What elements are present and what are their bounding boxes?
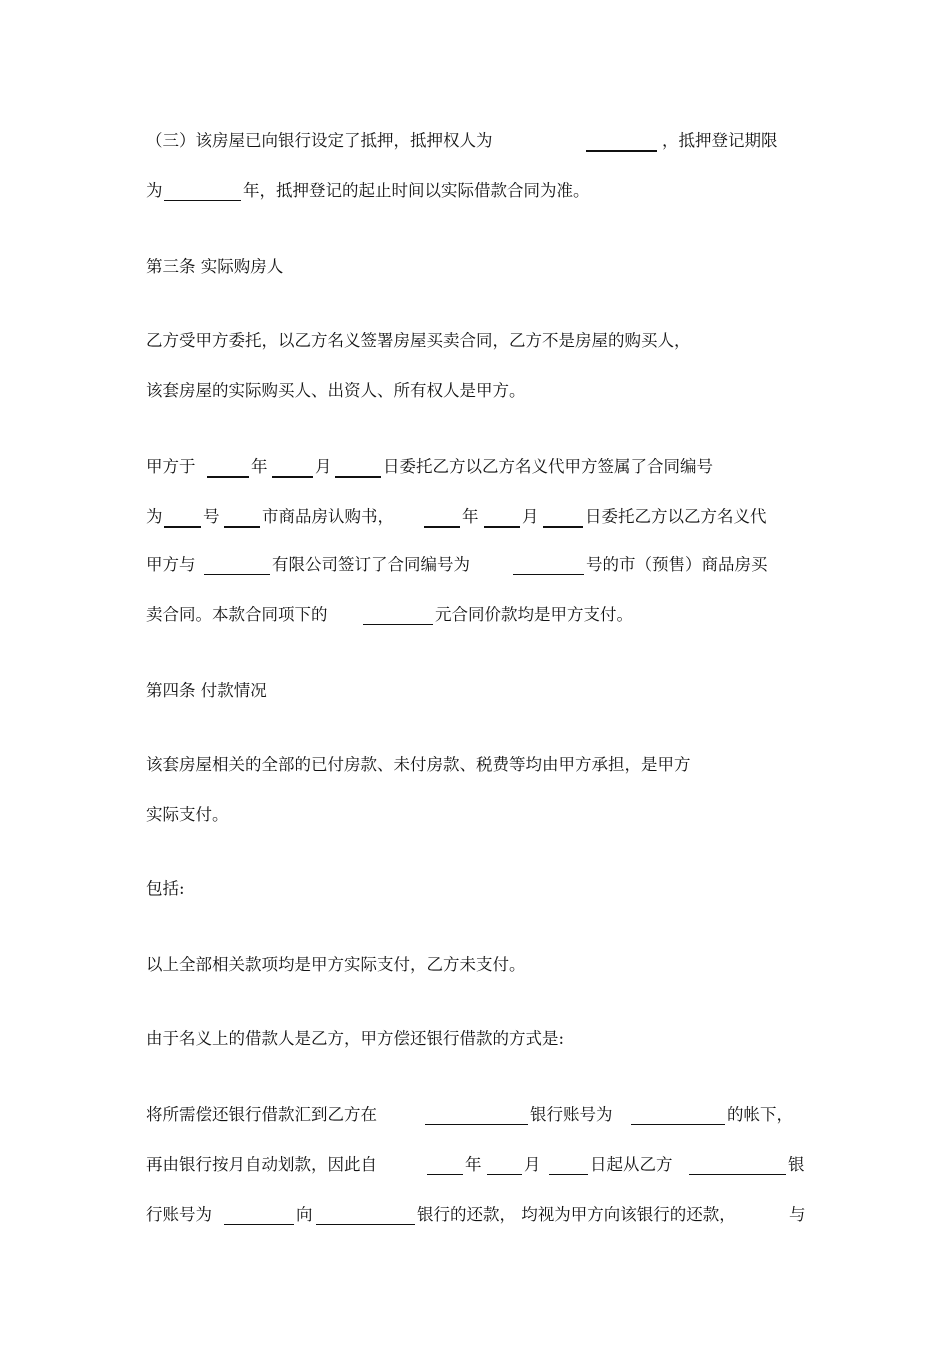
blank-day bbox=[549, 1174, 588, 1175]
blank-number bbox=[224, 526, 260, 528]
article-4-para-4-text: 银 bbox=[788, 1155, 805, 1174]
article-4-para-4-text: 再由银行按月自动划款，因此自 bbox=[146, 1155, 377, 1174]
article-3-para-2-text: 甲方于 bbox=[146, 457, 196, 476]
blank-year bbox=[427, 1174, 463, 1175]
article-3-para-2-text: 月 bbox=[522, 507, 539, 526]
article-4-para-4-text: 日起从乙方 bbox=[590, 1155, 673, 1174]
blank-year bbox=[424, 526, 460, 528]
article-4-para-4-text: 行账号为 bbox=[146, 1205, 212, 1224]
blank-year bbox=[207, 476, 249, 478]
article-4-para-4-text: 与 bbox=[789, 1205, 806, 1224]
blank-day bbox=[335, 476, 381, 478]
blank-company-name bbox=[204, 574, 270, 575]
blank-month bbox=[272, 476, 313, 478]
clause-mortgage-line-1-tail: ，抵押登记期限 bbox=[662, 131, 778, 150]
article-4-para-4-text: 年 bbox=[465, 1155, 482, 1174]
blank-contract-number bbox=[164, 526, 201, 528]
article-4-para-3: 由于名义上的借款人是乙方，甲方偿还银行借款的方式是: bbox=[146, 1029, 565, 1048]
blank-mortgage-term bbox=[164, 200, 241, 201]
clause-mortgage-line-1: （三）该房屋已向银行设定了抵押，抵押权人为 bbox=[146, 131, 493, 150]
clause-mortgage-line-2: 年，抵押登记的起止时间以实际借款合同为准。 bbox=[243, 181, 590, 200]
article-3-para-2-text: 年 bbox=[462, 507, 479, 526]
blank-mortgagee bbox=[586, 150, 657, 152]
article-4-includes-label: 包括: bbox=[146, 879, 185, 898]
article-4-para-4-text: 银行账号为 bbox=[530, 1105, 613, 1124]
article-3-para-1-line-1: 乙方受甲方委托，以乙方名义签署房屋买卖合同，乙方不是房屋的购买人， bbox=[146, 331, 691, 350]
blank-bank-name bbox=[316, 1224, 415, 1225]
article-3-para-1-line-2: 该套房屋的实际购买人、出资人、所有权人是甲方。 bbox=[146, 381, 526, 400]
article-3-para-2-text: 月 bbox=[315, 457, 332, 476]
article-3-para-2-text: 年 bbox=[251, 457, 268, 476]
clause-mortgage-line-2-head: 为 bbox=[146, 181, 163, 200]
article-3-para-2-text: 号的市（预售）商品房买 bbox=[586, 555, 768, 574]
article-4-para-2: 以上全部相关款项均是甲方实际支付，乙方未支付。 bbox=[146, 955, 526, 974]
article-3-para-2-text: 市商品房认购书， bbox=[262, 507, 394, 526]
blank-month bbox=[487, 1174, 522, 1175]
article-3-para-2-text: 有限公司签订了合同编号为 bbox=[272, 555, 470, 574]
article-3-para-2-text: 为 bbox=[146, 507, 163, 526]
article-4-heading: 第四条 付款情况 bbox=[146, 681, 267, 700]
article-3-para-2-text: 日委托乙方以乙方名义代甲方签属了合同编号 bbox=[383, 457, 713, 476]
blank-bank-name bbox=[689, 1174, 786, 1175]
blank-contract-number bbox=[513, 574, 584, 575]
blank-bank-name bbox=[425, 1124, 528, 1125]
blank-amount bbox=[363, 624, 433, 625]
article-4-para-4-text: 月 bbox=[524, 1155, 541, 1174]
blank-account-number bbox=[631, 1124, 725, 1125]
blank-month bbox=[484, 526, 520, 528]
article-3-para-2-text: 日委托乙方以乙方名义代 bbox=[585, 507, 767, 526]
article-4-para-4-text: 将所需偿还银行借款汇到乙方在 bbox=[146, 1105, 377, 1124]
blank-day bbox=[543, 526, 583, 528]
article-4-para-1-line-2: 实际支付。 bbox=[146, 805, 229, 824]
article-3-para-2-text: 甲方与 bbox=[146, 555, 196, 574]
article-3-para-2-text: 号 bbox=[203, 507, 220, 526]
article-3-para-2-text: 元合同价款均是甲方支付。 bbox=[435, 605, 633, 624]
article-4-para-4-text: 银行的还款， 均视为甲方向该银行的还款， bbox=[417, 1205, 736, 1224]
article-4-para-4-text: 向 bbox=[296, 1205, 313, 1224]
article-3-para-2-text: 卖合同。本款合同项下的 bbox=[146, 605, 328, 624]
blank-account-number bbox=[224, 1224, 294, 1225]
article-4-para-4-text: 的帐下， bbox=[727, 1105, 793, 1124]
article-4-para-1-line-1: 该套房屋相关的全部的已付房款、未付房款、税费等均由甲方承担，是甲方 bbox=[146, 755, 691, 774]
article-3-heading: 第三条 实际购房人 bbox=[146, 257, 284, 276]
